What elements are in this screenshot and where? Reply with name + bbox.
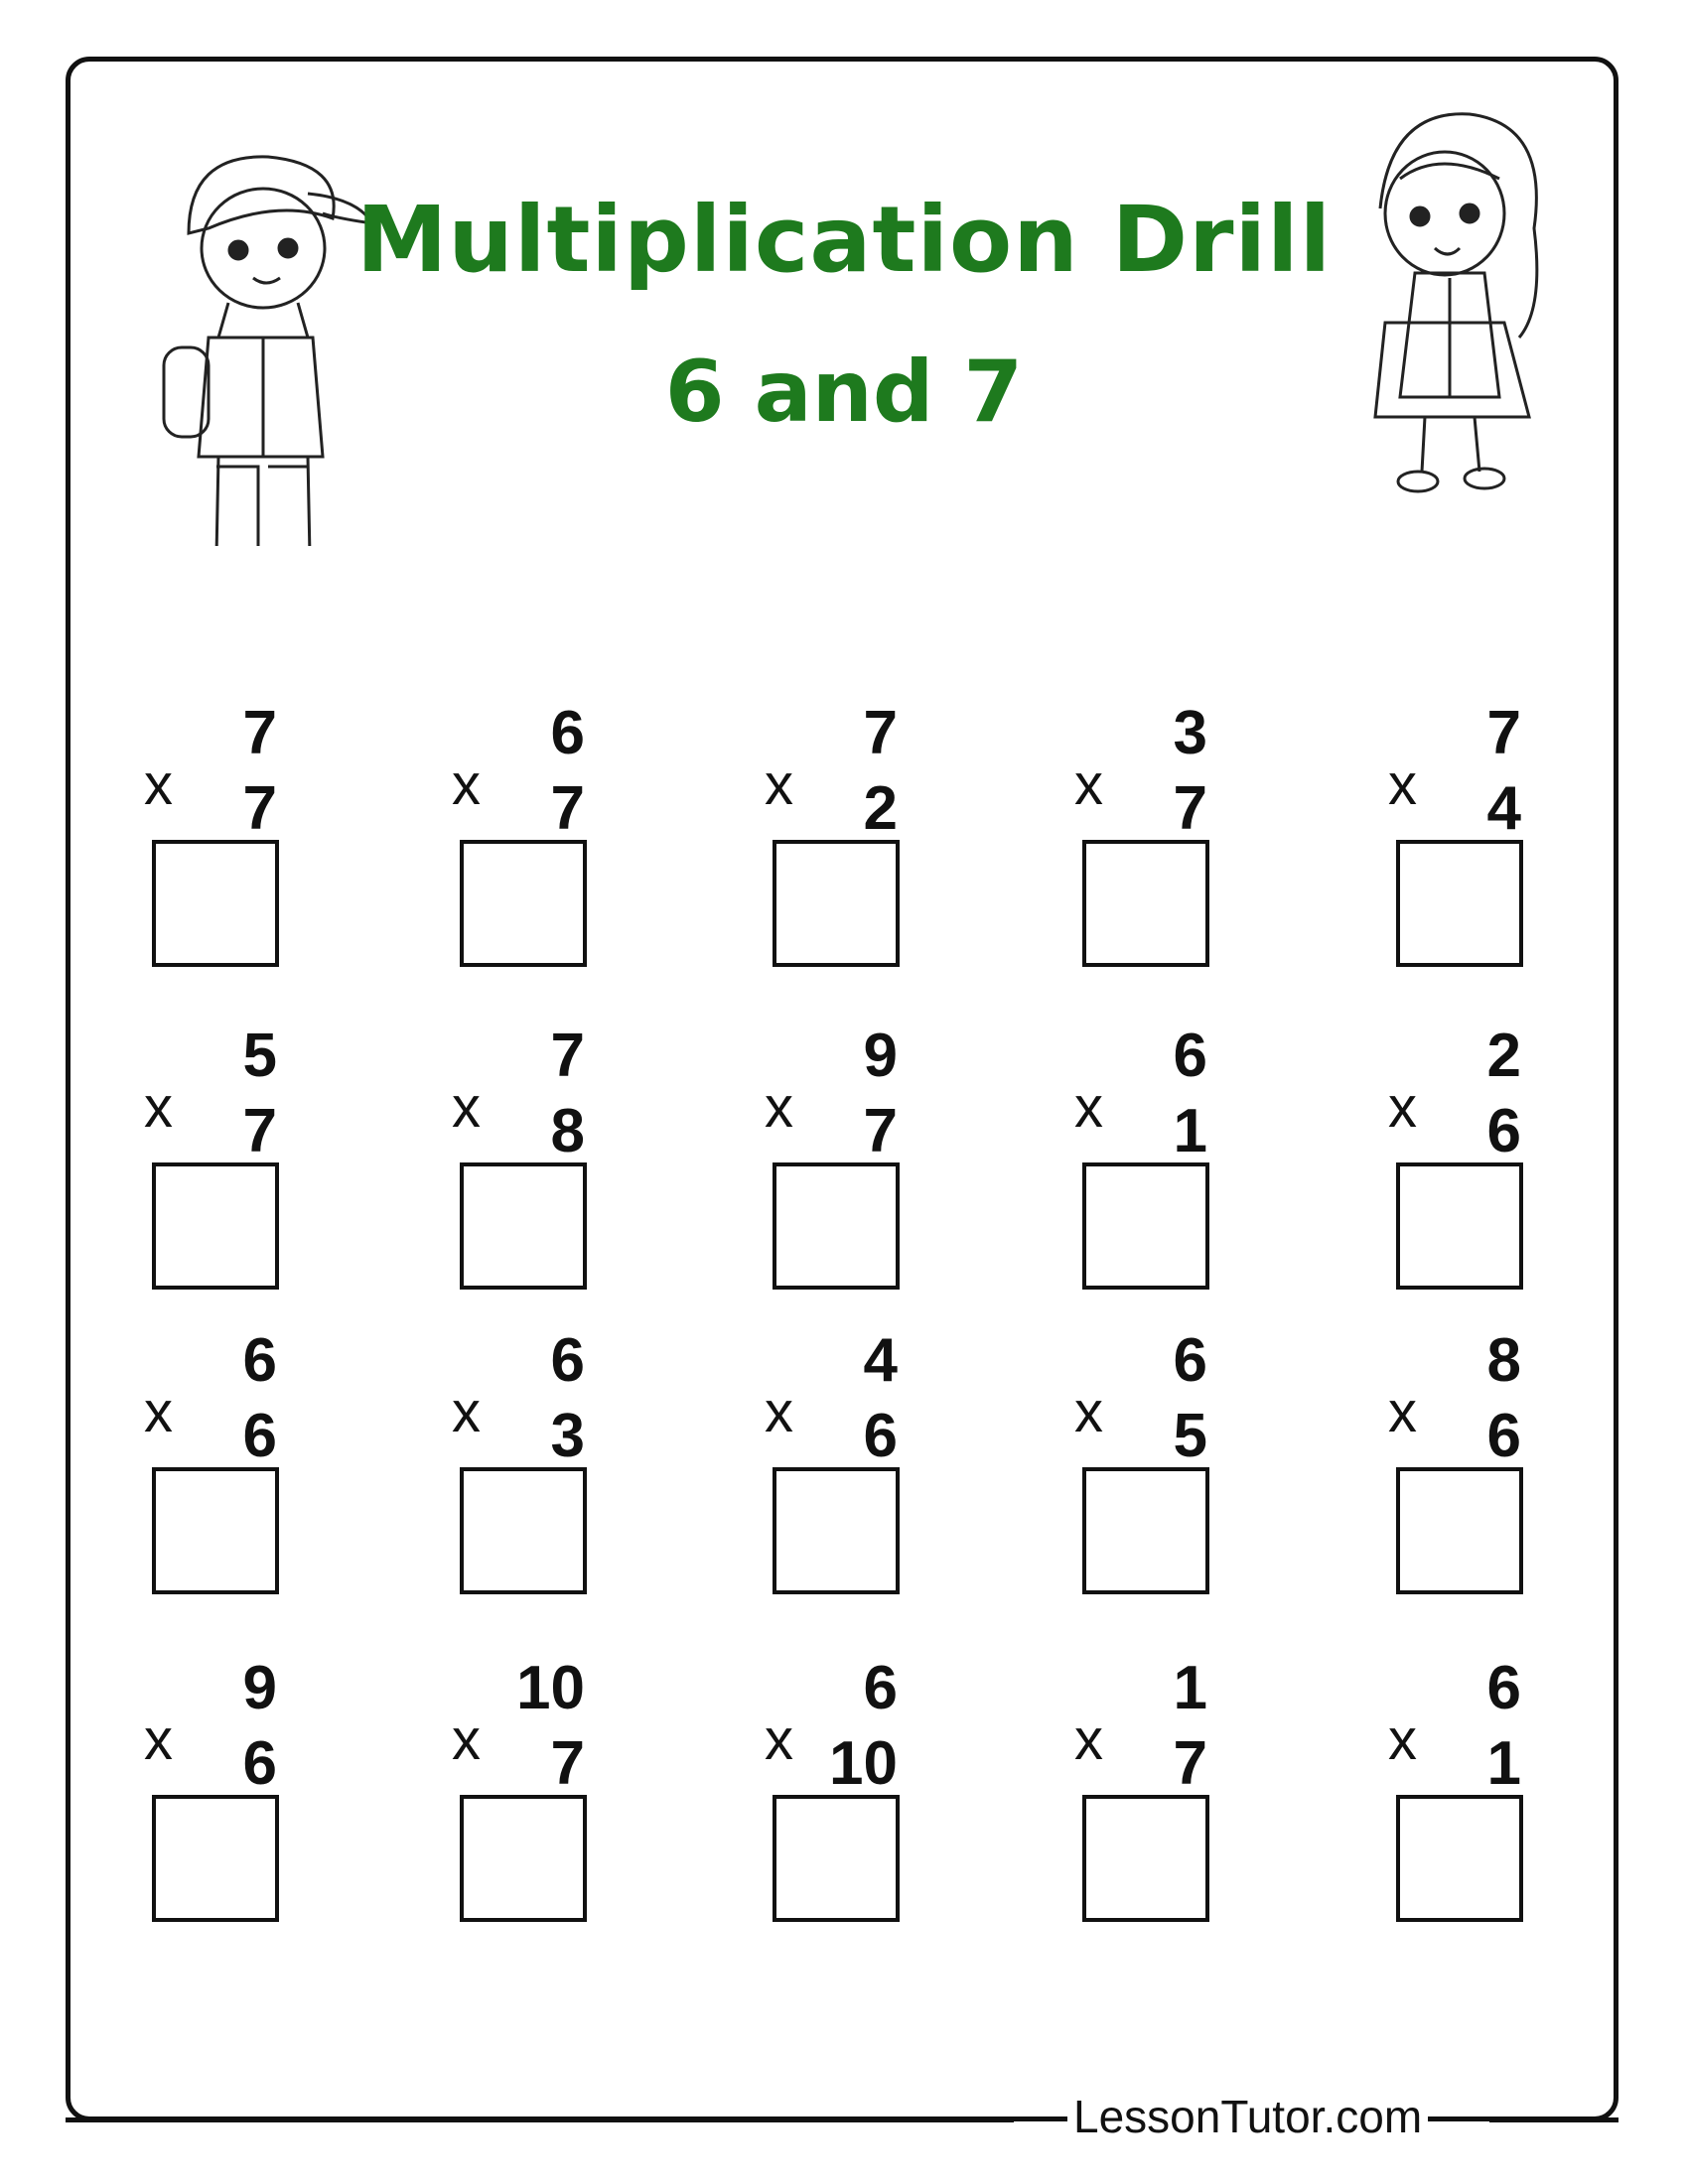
problem-card xyxy=(765,1022,943,1294)
bottom-factor: 3 xyxy=(550,1402,585,1470)
top-factor: 7 xyxy=(550,1022,585,1090)
problem-card xyxy=(765,1654,943,1926)
bottom-factor: 8 xyxy=(550,1097,585,1165)
top-factor: 7 xyxy=(863,699,898,767)
problem-card xyxy=(452,1654,631,1926)
multiply-sign: x xyxy=(452,1707,481,1772)
multiply-sign: x xyxy=(1074,1380,1103,1444)
multiply-sign: x xyxy=(765,1380,793,1444)
answer-box[interactable] xyxy=(460,840,587,967)
answer-box[interactable] xyxy=(773,840,900,967)
answer-box[interactable] xyxy=(773,1795,900,1922)
answer-box[interactable] xyxy=(1396,1795,1523,1922)
answer-box[interactable] xyxy=(773,1162,900,1290)
problem-card xyxy=(1074,1326,1253,1598)
problem-card xyxy=(1388,1022,1567,1294)
multiply-sign: x xyxy=(1388,1075,1417,1140)
problem-card xyxy=(144,1654,323,1926)
multiply-sign: x xyxy=(765,1075,793,1140)
top-factor: 8 xyxy=(1486,1326,1521,1395)
footer-site: LessonTutor.com xyxy=(1067,2090,1428,2143)
bottom-factor: 6 xyxy=(863,1402,898,1470)
bottom-factor: 7 xyxy=(550,774,585,843)
answer-box[interactable] xyxy=(773,1467,900,1594)
top-factor: 6 xyxy=(550,1326,585,1395)
top-factor: 6 xyxy=(550,699,585,767)
multiply-sign: x xyxy=(1074,1075,1103,1140)
footer-rule-left xyxy=(66,2117,1014,2122)
problem-card xyxy=(1074,1654,1253,1926)
problem-card xyxy=(1388,1654,1567,1926)
problem-card xyxy=(144,699,323,971)
bottom-factor: 1 xyxy=(1486,1729,1521,1798)
answer-box[interactable] xyxy=(1396,1162,1523,1290)
top-factor: 9 xyxy=(242,1654,277,1722)
bottom-factor: 6 xyxy=(1486,1402,1521,1470)
multiply-sign: x xyxy=(144,752,173,817)
top-factor: 6 xyxy=(1486,1654,1521,1722)
top-factor: 10 xyxy=(516,1654,585,1722)
top-factor: 2 xyxy=(1486,1022,1521,1090)
top-factor: 5 xyxy=(242,1022,277,1090)
answer-box[interactable] xyxy=(152,1162,279,1290)
top-factor: 6 xyxy=(1173,1022,1207,1090)
problem-card xyxy=(452,1022,631,1294)
multiply-sign: x xyxy=(1074,1707,1103,1772)
problem-card xyxy=(1074,1022,1253,1294)
bottom-factor: 6 xyxy=(1486,1097,1521,1165)
answer-box[interactable] xyxy=(1082,1467,1209,1594)
answer-box[interactable] xyxy=(152,1467,279,1594)
answer-box[interactable] xyxy=(460,1795,587,1922)
answer-box[interactable] xyxy=(1396,840,1523,967)
problem-card xyxy=(1074,699,1253,971)
multiply-sign: x xyxy=(144,1380,173,1444)
multiply-sign: x xyxy=(452,752,481,817)
top-factor: 7 xyxy=(1486,699,1521,767)
problem-card xyxy=(452,699,631,971)
multiply-sign: x xyxy=(144,1707,173,1772)
top-factor: 7 xyxy=(242,699,277,767)
multiply-sign: x xyxy=(1388,752,1417,817)
problem-card xyxy=(452,1326,631,1598)
problem-card xyxy=(765,1326,943,1598)
multiply-sign: x xyxy=(1388,1380,1417,1444)
bottom-factor: 7 xyxy=(1173,1729,1207,1798)
boy-illustration xyxy=(159,139,367,546)
worksheet-subtitle: 6 and 7 xyxy=(664,342,1024,442)
top-factor: 1 xyxy=(1173,1654,1207,1722)
footer-rule-right xyxy=(1489,2117,1618,2122)
problem-card xyxy=(144,1022,323,1294)
top-factor: 6 xyxy=(863,1654,898,1722)
bottom-factor: 4 xyxy=(1486,774,1521,843)
top-factor: 4 xyxy=(863,1326,898,1395)
answer-box[interactable] xyxy=(1082,1162,1209,1290)
bottom-factor: 6 xyxy=(242,1729,277,1798)
bottom-factor: 2 xyxy=(863,774,898,843)
multiply-sign: x xyxy=(452,1380,481,1444)
top-factor: 6 xyxy=(1173,1326,1207,1395)
bottom-factor: 6 xyxy=(242,1402,277,1470)
answer-box[interactable] xyxy=(152,1795,279,1922)
bottom-factor: 10 xyxy=(829,1729,898,1798)
multiply-sign: x xyxy=(765,1707,793,1772)
top-factor: 9 xyxy=(863,1022,898,1090)
bottom-factor: 1 xyxy=(1173,1097,1207,1165)
bottom-factor: 7 xyxy=(550,1729,585,1798)
bottom-factor: 7 xyxy=(1173,774,1207,843)
problem-card xyxy=(1388,699,1567,971)
bottom-factor: 7 xyxy=(242,1097,277,1165)
answer-box[interactable] xyxy=(460,1162,587,1290)
answer-box[interactable] xyxy=(152,840,279,967)
answer-box[interactable] xyxy=(1082,840,1209,967)
multiply-sign: x xyxy=(765,752,793,817)
girl-illustration xyxy=(1360,109,1559,516)
problem-card xyxy=(1388,1326,1567,1598)
bottom-factor: 7 xyxy=(242,774,277,843)
top-factor: 6 xyxy=(242,1326,277,1395)
multiply-sign: x xyxy=(452,1075,481,1140)
problem-card xyxy=(144,1326,323,1598)
problem-card xyxy=(765,699,943,971)
answer-box[interactable] xyxy=(1082,1795,1209,1922)
top-factor: 3 xyxy=(1173,699,1207,767)
multiply-sign: x xyxy=(1074,752,1103,817)
multiply-sign: x xyxy=(1388,1707,1417,1772)
bottom-factor: 7 xyxy=(863,1097,898,1165)
multiply-sign: x xyxy=(144,1075,173,1140)
answer-box[interactable] xyxy=(460,1467,587,1594)
bottom-factor: 5 xyxy=(1173,1402,1207,1470)
worksheet-title: Multiplication Drill xyxy=(355,187,1333,293)
answer-box[interactable] xyxy=(1396,1467,1523,1594)
